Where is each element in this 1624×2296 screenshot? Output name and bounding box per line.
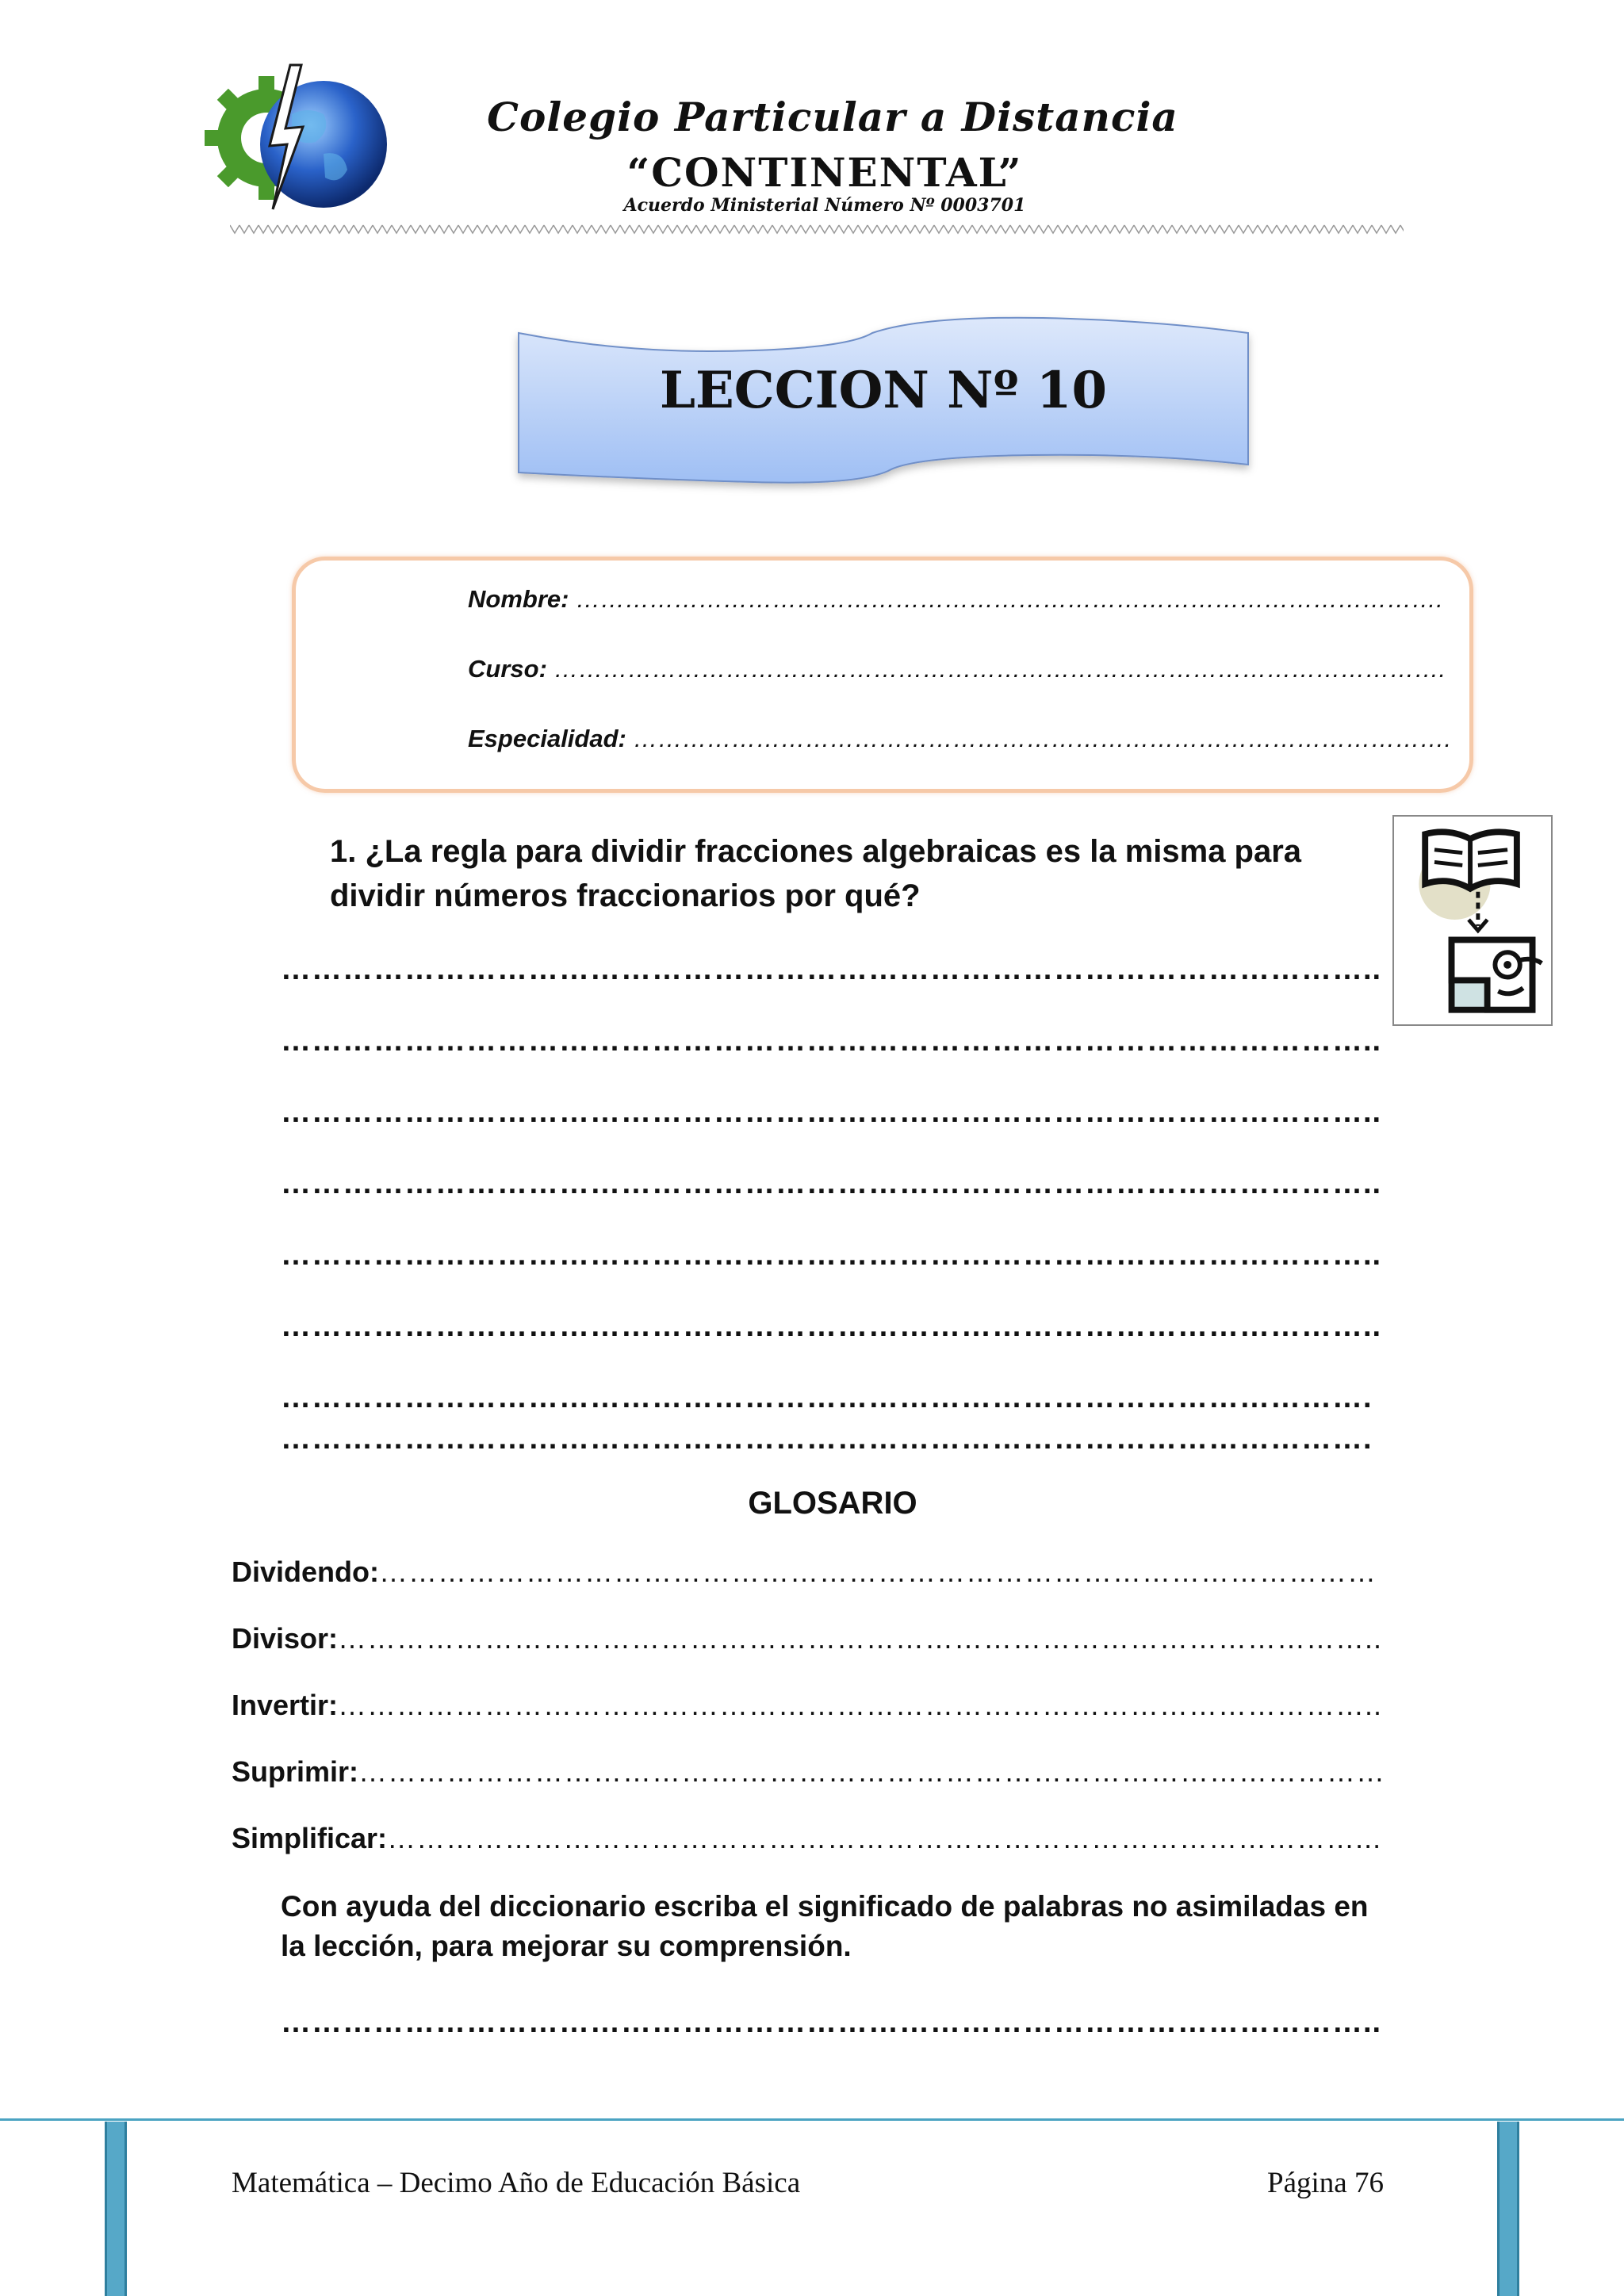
glossary-title: GLOSARIO bbox=[748, 1486, 917, 1521]
glossary-term-dividendo[interactable] bbox=[232, 1556, 1389, 1589]
answer-line[interactable]: …………………………………………………………………………………………….. bbox=[281, 1024, 1382, 1058]
name-label: Nombre: bbox=[468, 585, 569, 613]
footer-right-bar bbox=[1497, 2122, 1519, 2296]
header-divider bbox=[230, 222, 1404, 236]
ministerial-accord: Acuerdo Ministerial Número Nº 0003701 bbox=[623, 195, 1026, 216]
glossary-term-divisor[interactable] bbox=[232, 1622, 1389, 1655]
answer-line[interactable]: …………………………………………………………………………………………….. bbox=[281, 2006, 1382, 2039]
answer-line[interactable]: …………………………………………………………………………………………….. bbox=[281, 1096, 1382, 1129]
school-logo bbox=[205, 59, 395, 217]
glossary-instruction: Con ayuda del diccionario escriba el significado de palabras no asimiladas en la lección, para mejorar su comprensión. bbox=[281, 1890, 1369, 1962]
glossary-term-suprimir[interactable] bbox=[232, 1755, 1389, 1789]
school-name: Colegio Particular a Distancia bbox=[487, 94, 1178, 140]
glossary-blank[interactable]: …………………………………………………………………………………………….. bbox=[338, 1689, 1383, 1721]
footer-divider bbox=[0, 2118, 1624, 2121]
answer-line[interactable]: …………………………………………………………………………………………….. bbox=[281, 953, 1382, 986]
glossary-blank[interactable]: …………………………………………………………………………………………… bbox=[358, 1755, 1386, 1788]
glossary-term-label: Simplificar: bbox=[232, 1822, 388, 1854]
glossary-term-label: Divisor: bbox=[232, 1622, 339, 1655]
answer-line[interactable]: …………………………………………………………………………………………….. bbox=[281, 1238, 1382, 1272]
answer-line[interactable]: ……………………………………………………………………………………………. bbox=[281, 1381, 1373, 1414]
glossary-blank[interactable]: …………………………………………………………………………………………….. bbox=[338, 1622, 1383, 1655]
question-text: 1. ¿La regla para dividir fracciones algebraicas es la misma para dividir números fraccionarios por qué? bbox=[330, 834, 1302, 913]
page-number: Página 76 bbox=[1267, 2167, 1384, 2199]
glossary-term-label: Dividendo: bbox=[232, 1556, 379, 1588]
course-blank[interactable]: ………………………………………………………………………………………………. bbox=[553, 655, 1446, 683]
specialty-label: Especialidad: bbox=[468, 725, 626, 752]
footer-left-bar bbox=[105, 2122, 127, 2296]
answer-line[interactable]: …………………………………………………………………………………………….. bbox=[281, 1310, 1382, 1343]
specialty-field[interactable] bbox=[468, 725, 1452, 753]
glossary-blank[interactable]: ………………………………………………………………………………………... bbox=[387, 1822, 1382, 1854]
course-field[interactable] bbox=[468, 655, 1446, 683]
name-blank[interactable]: ……………………………………………………………………………………………. bbox=[576, 585, 1443, 613]
answer-line[interactable]: …………………………………………………………………………………………….. bbox=[281, 1167, 1382, 1200]
glossary-term-label: Suprimir: bbox=[232, 1755, 359, 1788]
lesson-title: LECCION Nº 10 bbox=[660, 361, 1107, 420]
specialty-blank[interactable]: ………………………………………………………………………………………. bbox=[633, 725, 1452, 752]
name-field[interactable] bbox=[468, 585, 1443, 614]
glossary-blank[interactable]: ………………………………………………………………………………………… bbox=[379, 1556, 1377, 1588]
glossary-term-label: Invertir: bbox=[232, 1689, 339, 1721]
footer-subject: Matemática – Decimo Año de Educación Básica bbox=[232, 2167, 801, 2199]
answer-line[interactable]: ……………………………………………………………………………………………. bbox=[281, 1422, 1373, 1456]
school-label: “CONTINENTAL” bbox=[626, 149, 1023, 196]
course-label: Curso: bbox=[468, 655, 547, 683]
reading-student-icon bbox=[1392, 815, 1553, 1026]
glossary-term-simplificar[interactable] bbox=[232, 1822, 1389, 1855]
glossary-term-invertir[interactable] bbox=[232, 1689, 1389, 1722]
